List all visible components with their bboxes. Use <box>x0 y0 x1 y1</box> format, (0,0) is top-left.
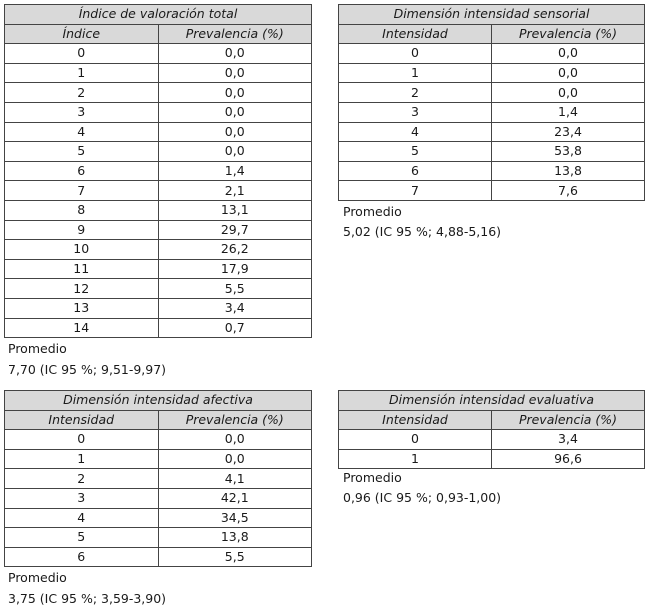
cell-prevalence: 0,0 <box>158 83 312 103</box>
table-row <box>5 102 312 122</box>
cell-index: 3 <box>339 102 492 122</box>
cell-index: 6 <box>5 547 159 567</box>
table-title: Dimensión intensidad sensorial <box>339 5 645 25</box>
cell-index: 3 <box>5 488 159 508</box>
table-row <box>339 430 645 450</box>
cell-index: 4 <box>339 122 492 142</box>
table-title: Dimensión intensidad evaluativa <box>339 391 645 411</box>
cell-index: 4 <box>5 122 159 142</box>
column-header: Prevalencia (%) <box>158 410 312 430</box>
cell-prevalence: 7,6 <box>492 181 645 201</box>
cell-prevalence: 0,0 <box>158 44 312 64</box>
cell-index: 0 <box>5 430 159 450</box>
table-sensorial <box>338 4 645 201</box>
cell-prevalence: 0,0 <box>158 122 312 142</box>
column-header: Intensidad <box>339 24 492 44</box>
column-header: Prevalencia (%) <box>492 24 645 44</box>
table-row <box>5 259 312 279</box>
table-row <box>5 318 312 338</box>
cell-prevalence: 96,6 <box>492 449 645 469</box>
cell-index: 7 <box>5 181 159 201</box>
cell-prevalence: 29,7 <box>158 220 312 240</box>
column-header: Intensidad <box>5 410 159 430</box>
cell-index: 14 <box>5 318 159 338</box>
cell-index: 9 <box>5 220 159 240</box>
table-row <box>5 298 312 318</box>
table-row <box>339 142 645 162</box>
cell-prevalence: 5,5 <box>158 279 312 299</box>
cell-index: 0 <box>339 430 492 450</box>
table-row <box>5 161 312 181</box>
cell-prevalence: 0,0 <box>158 430 312 450</box>
column-header: Índice <box>5 24 159 44</box>
cell-prevalence: 3,4 <box>492 430 645 450</box>
table-row <box>339 181 645 201</box>
cell-prevalence: 26,2 <box>158 240 312 260</box>
average-value: 0,96 (IC 95 %; 0,93-1,00) <box>343 490 502 505</box>
table-row <box>5 200 312 220</box>
cell-prevalence: 0,7 <box>158 318 312 338</box>
cell-index: 5 <box>5 528 159 548</box>
table-block-total <box>4 4 312 338</box>
table-row <box>5 240 312 260</box>
cell-prevalence: 13,8 <box>158 528 312 548</box>
cell-index: 6 <box>339 161 492 181</box>
table-row <box>5 528 312 548</box>
cell-prevalence: 0,0 <box>158 449 312 469</box>
table-row <box>5 122 312 142</box>
cell-prevalence: 0,0 <box>492 63 645 83</box>
cell-index: 7 <box>339 181 492 201</box>
cell-index: 11 <box>5 259 159 279</box>
cell-prevalence: 23,4 <box>492 122 645 142</box>
table-row <box>5 469 312 489</box>
table-row <box>5 547 312 567</box>
table-row <box>5 44 312 64</box>
column-header: Prevalencia (%) <box>492 410 645 430</box>
table-row <box>5 488 312 508</box>
cell-index: 0 <box>5 44 159 64</box>
table-row <box>5 142 312 162</box>
cell-prevalence: 42,1 <box>158 488 312 508</box>
cell-prevalence: 1,4 <box>158 161 312 181</box>
cell-prevalence: 1,4 <box>492 102 645 122</box>
cell-prevalence: 0,0 <box>492 83 645 103</box>
cell-index: 10 <box>5 240 159 260</box>
table-row <box>5 83 312 103</box>
table-row <box>5 63 312 83</box>
table-block-sensorial <box>338 4 645 201</box>
cell-index: 1 <box>339 63 492 83</box>
cell-index: 1 <box>5 449 159 469</box>
table-afectiva <box>4 390 312 567</box>
average-label: Promedio <box>343 470 402 485</box>
average-value: 3,75 (IC 95 %; 3,59-3,90) <box>8 591 167 606</box>
cell-index: 12 <box>5 279 159 299</box>
cell-prevalence: 53,8 <box>492 142 645 162</box>
cell-prevalence: 5,5 <box>158 547 312 567</box>
cell-index: 0 <box>339 44 492 64</box>
cell-prevalence: 17,9 <box>158 259 312 279</box>
average-label: Promedio <box>343 204 402 219</box>
cell-prevalence: 0,0 <box>158 63 312 83</box>
table-row <box>5 181 312 201</box>
average-value: 7,70 (IC 95 %; 9,51-9,97) <box>8 362 167 377</box>
cell-prevalence: 0,0 <box>158 102 312 122</box>
table-row <box>5 508 312 528</box>
column-header: Prevalencia (%) <box>158 24 312 44</box>
cell-index: 1 <box>5 63 159 83</box>
average-value: 5,02 (IC 95 %; 4,88-5,16) <box>343 224 502 239</box>
table-block-evaluativa <box>338 390 645 469</box>
cell-index: 5 <box>5 142 159 162</box>
cell-prevalence: 34,5 <box>158 508 312 528</box>
cell-prevalence: 2,1 <box>158 181 312 201</box>
table-row <box>339 122 645 142</box>
cell-index: 3 <box>5 102 159 122</box>
table-row <box>339 83 645 103</box>
cell-index: 2 <box>339 83 492 103</box>
cell-prevalence: 4,1 <box>158 469 312 489</box>
table-row <box>5 430 312 450</box>
table-title: Dimensión intensidad afectiva <box>5 391 312 411</box>
table-title: Índice de valoración total <box>5 5 312 25</box>
cell-prevalence: 13,1 <box>158 200 312 220</box>
table-total <box>4 4 312 338</box>
table-row <box>5 220 312 240</box>
table-row <box>339 44 645 64</box>
cell-index: 1 <box>339 449 492 469</box>
cell-index: 2 <box>5 83 159 103</box>
table-row <box>339 63 645 83</box>
table-block-afectiva <box>4 390 312 567</box>
cell-index: 5 <box>339 142 492 162</box>
cell-prevalence: 0,0 <box>158 142 312 162</box>
table-row <box>5 449 312 469</box>
cell-index: 13 <box>5 298 159 318</box>
cell-index: 2 <box>5 469 159 489</box>
table-evaluativa <box>338 390 645 469</box>
table-row <box>339 449 645 469</box>
cell-prevalence: 13,8 <box>492 161 645 181</box>
cell-index: 6 <box>5 161 159 181</box>
table-row <box>5 279 312 299</box>
table-row <box>339 161 645 181</box>
cell-index: 8 <box>5 200 159 220</box>
cell-prevalence: 3,4 <box>158 298 312 318</box>
cell-prevalence: 0,0 <box>492 44 645 64</box>
column-header: Intensidad <box>339 410 492 430</box>
cell-index: 4 <box>5 508 159 528</box>
average-label: Promedio <box>8 570 67 585</box>
table-row <box>339 102 645 122</box>
average-label: Promedio <box>8 341 67 356</box>
